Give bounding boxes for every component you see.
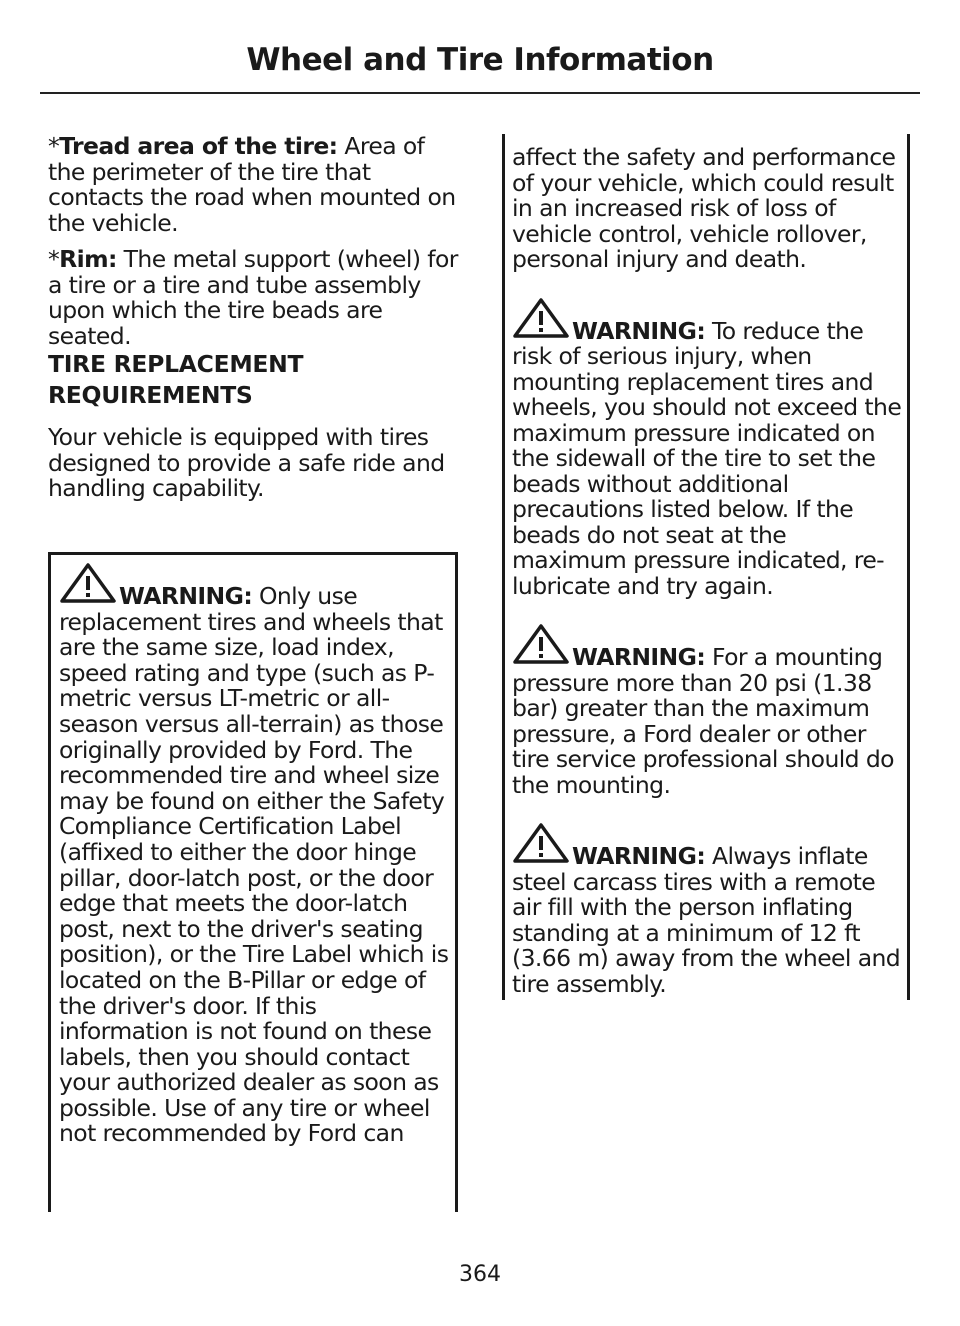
warning-triangle-icon: [59, 562, 117, 610]
warning-4: WARNING: Always inflate steel carcass tires with a remote air fill with the person inflating standing at a minimum of 12 ft (3.66 m) away from the wheel and tire assembly.: [512, 822, 904, 997]
definition-tread-area: *Tread area of the tire: Area of the perimeter of the tire that contacts the road when mounted on the vehicle.: [48, 132, 456, 237]
section-body: Your vehicle is equipped with tires designed to provide a safe ride and handling capability.: [48, 423, 445, 502]
warning-label: WARNING:: [572, 842, 706, 870]
header-divider: [40, 92, 920, 94]
warning-1-continuation: affect the safety and performance of your vehicle, which could result in an increased risk of loss of vehicle control, vehicle rollover, personal injury and death.: [512, 143, 896, 273]
warning-label: WARNING:: [572, 316, 706, 345]
warning-label: WARNING:: [572, 643, 706, 671]
page-number: 364: [459, 1262, 501, 1287]
warning-3: WARNING: For a mounting pressure more than 20 psi (1.38 bar) greater than the maximum pressure, a Ford dealer or other tire service professional should do the mounting.: [512, 623, 904, 798]
warning-triangle-icon: [512, 822, 570, 870]
warning-triangle-icon: [512, 297, 570, 345]
warning-label: WARNING:: [119, 582, 253, 610]
left-column: [48, 134, 463, 502]
section-heading: TIRE REPLACEMENT REQUIREMENTS: [48, 350, 304, 409]
warning-1: WARNING: Only use replacement tires and wheels that are the same size, load index, speed rating and type (such as P-metric versus LT-metric or all-season versus all-terrain) as those originally provided by Ford. The recommended tire and wheel size may be found on either the Safety Compliance Certification Label (affixed to either the door hinge pillar, door-latch post, or the door edge that meets the door-latch post, next to the driver's seating position), or the Tire Label which is located on the B-Pillar or edge of the driver's door. If this information is not found on these labels, then you should contact your authorized dealer as soon as possible. Use of any tire or wheel not recommended by Ford can: [59, 562, 451, 1147]
page-title: Wheel and Tire Information: [246, 42, 714, 78]
definition-rim: *Rim: The metal support (wheel) for a tire or a tire and tube assembly upon which the tire beads are seated.: [48, 245, 458, 350]
warning-triangle-icon: [512, 623, 570, 671]
term-tread-area: Tread area of the tire:: [59, 132, 338, 160]
right-column: [512, 145, 904, 997]
term-rim: Rim:: [59, 245, 117, 273]
warning-2: WARNING: To reduce the risk of serious injury, when mounting replacement tires and wheels, you should not exceed the maximum pressure indicated on the sidewall of the tire to set the beads without additional precautions listed below. If the beads do not seat at the maximum pressure indicated, re-lubricate and try again.: [512, 297, 904, 600]
